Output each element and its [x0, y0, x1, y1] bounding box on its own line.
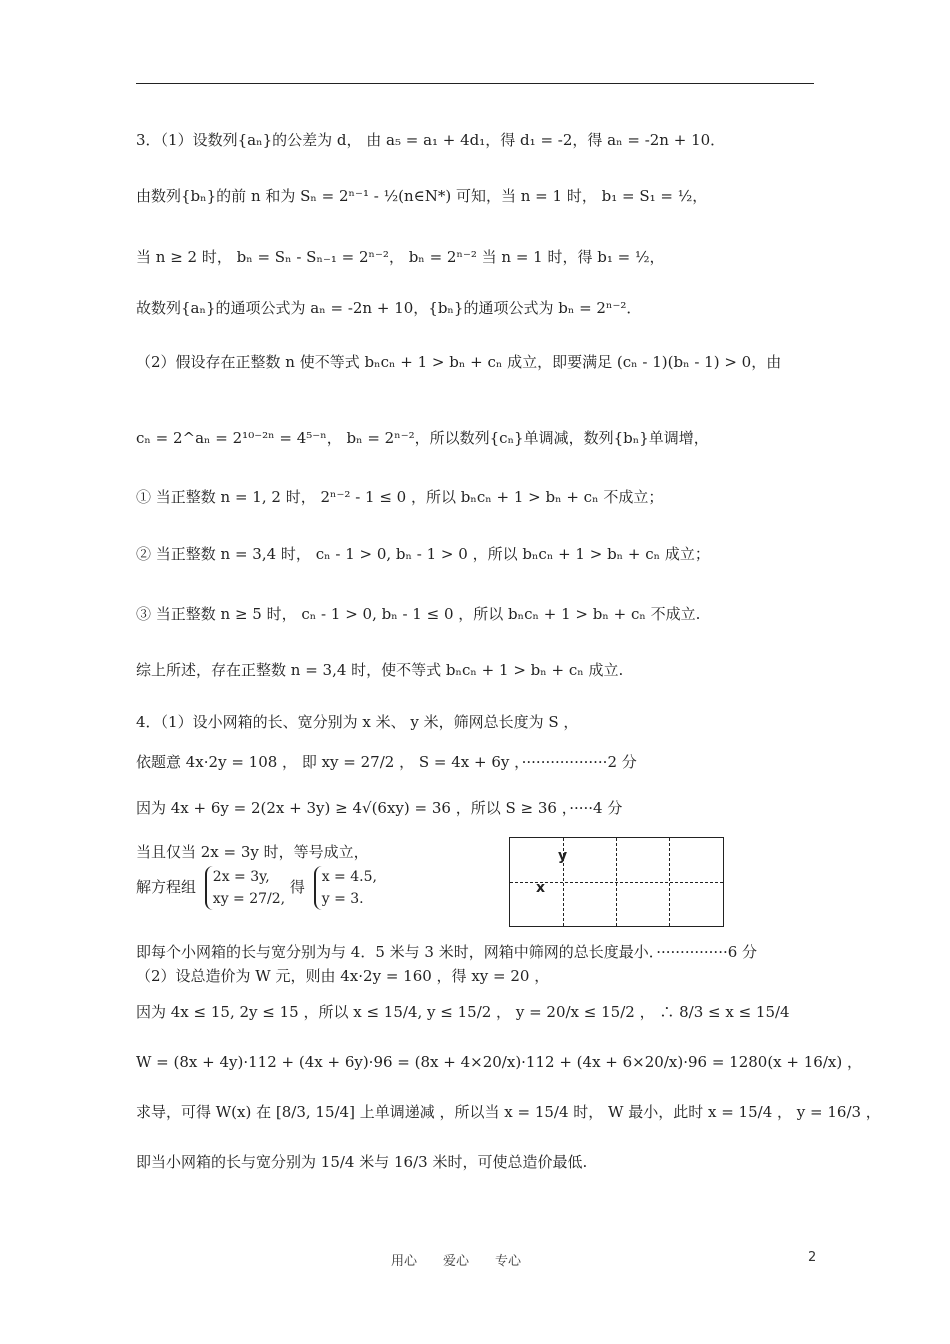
text-line: 综上所述，存在正整数 n = 3,4 时，使不等式 bₙcₙ + 1 > bₙ + cₙ 成立.: [136, 661, 624, 679]
text-line: W = (8x + 4y)·112 + (4x + 6y)·96 = (8x + 4×20/x)·112 + (4x + 6×20/x)·96 = 1280(x + 16/x) ，: [136, 1053, 862, 1071]
text-line: ① 当正整数 n = 1, 2 时， 2ⁿ⁻² - 1 ≤ 0 ，所以 bₙcₙ + 1 > bₙ + cₙ 不成立；: [136, 488, 664, 506]
equation-system: [136, 866, 377, 910]
text-line: （2）假设存在正整数 n 使不等式 bₙcₙ + 1 > bₙ + cₙ 成立，即要满足 (cₙ - 1)(bₙ - 1) > 0，由: [136, 353, 782, 371]
page-number: 2: [808, 1250, 817, 1265]
figure-label-y: y: [558, 848, 568, 864]
footer-motto: 用心 爱心 专心: [391, 1254, 522, 1269]
system-mid: 得: [289, 878, 305, 896]
text-line: 即每个小网箱的长与宽分别为与 4．5 米与 3 米时，网箱中筛网的总长度最小．···············6 分: [136, 943, 758, 961]
text-line: 因为 4x + 6y = 2(2x + 3y) ≥ 4√(6xy) = 36 ，所以 S ≥ 36 ，·····4 分: [136, 799, 623, 817]
text-line: ② 当正整数 n = 3,4 时， cₙ - 1 > 0, bₙ - 1 > 0 ，所以 bₙcₙ + 1 > bₙ + cₙ 成立；: [136, 545, 710, 563]
text-line: 因为 4x ≤ 15, 2y ≤ 15 ，所以 x ≤ 15/4, y ≤ 15/2 ， y = 20/x ≤ 15/2 ， ∴ 8/3 ≤ x ≤ 15/4: [136, 1003, 790, 1021]
header-rule: [136, 83, 814, 84]
text-line: 故数列{aₙ}的通项公式为 aₙ = -2n + 10，{bₙ}的通项公式为 bₙ = 2ⁿ⁻²．: [136, 299, 642, 317]
system-label: 解方程组: [136, 878, 197, 896]
text-line: 3．（1）设数列{aₙ}的公差为 d， 由 a₅ = a₁ + 4d₁，得 d₁ = -2，得 aₙ = -2n + 10．: [136, 131, 726, 149]
system-equations: [205, 866, 285, 910]
net-box-figure: [509, 837, 724, 927]
text-line: 由数列{bₙ}的前 n 和为 Sₙ = 2ⁿ⁻¹ - ½(n∈N*) 可知，当 n = 1 时， b₁ = S₁ = ½，: [136, 187, 708, 205]
text-line: （2）设总造价为 W 元，则由 4x·2y = 160 ，得 xy = 20 ，: [136, 967, 550, 985]
text-line: 当 n ≥ 2 时， bₙ = Sₙ - Sₙ₋₁ = 2ⁿ⁻²， bₙ = 2ⁿ⁻² 当 n = 1 时，得 b₁ = ½，: [136, 248, 665, 266]
system-sol2: y = 3.: [321, 891, 364, 907]
system-sol1: x = 4.5,: [321, 869, 377, 885]
text-line: 求导，可得 W(x) 在 [8/3, 15/4] 上单调递减 ，所以当 x = 15/4 时， W 最小，此时 x = 15/4 ， y = 16/3 ，: [136, 1103, 881, 1121]
text-line: 当且仅当 2x = 3y 时，等号成立，: [136, 843, 369, 861]
text-line: 4．（1）设小网箱的长、宽分别为 x 米、 y 米，筛网总长度为 S ，: [136, 713, 579, 731]
system-solution: [314, 866, 377, 910]
text-line: cₙ = 2^aₙ = 2¹⁰⁻²ⁿ = 4⁵⁻ⁿ， bₙ = 2ⁿ⁻²，所以数列{cₙ}单调减，数列{bₙ}单调增，: [136, 429, 709, 447]
text-line: 依题意 4x·2y = 108 ， 即 xy = 27/2 ， S = 4x + 6y ，··················2 分: [136, 753, 637, 771]
system-eq1: 2x = 3y,: [212, 869, 270, 885]
figure-label-x: x: [536, 880, 546, 896]
system-eq2: xy = 27/2,: [212, 891, 286, 907]
text-line: 即当小网箱的长与宽分别为 15/4 米与 16/3 米时，可使总造价最低.: [136, 1153, 588, 1171]
text-line: ③ 当正整数 n ≥ 5 时， cₙ - 1 > 0, bₙ - 1 ≤ 0 ，所以 bₙcₙ + 1 > bₙ + cₙ 不成立.: [136, 605, 701, 623]
